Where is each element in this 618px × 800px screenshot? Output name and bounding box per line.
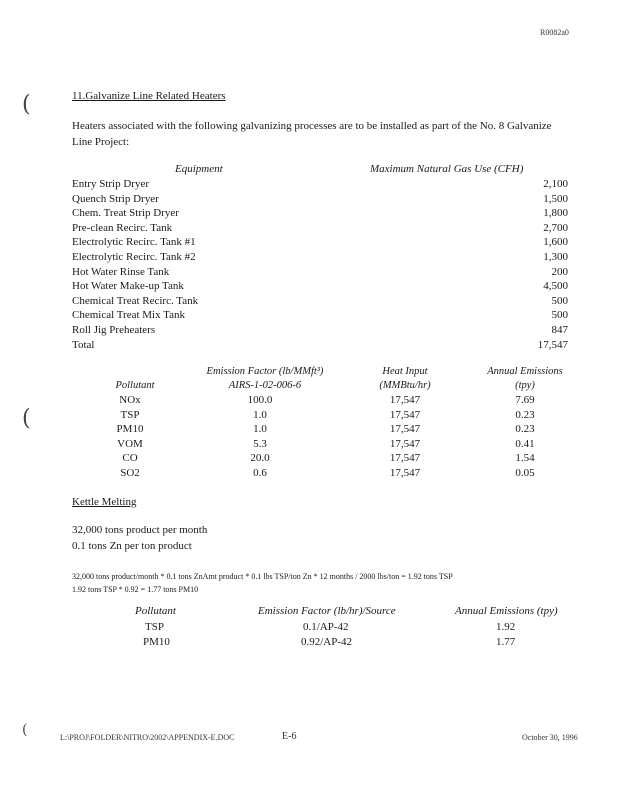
emission-row xyxy=(100,423,570,438)
equipment-row xyxy=(72,222,568,237)
factor-cell: 0.6 xyxy=(253,466,267,479)
annual-cell: 7.69 xyxy=(515,394,535,406)
emission-factor-header-line2: AIRS-1-02-006-6 xyxy=(228,380,302,391)
section-title: 11.Galvanize Line Related Heaters xyxy=(72,90,226,102)
equipment-row xyxy=(72,295,568,310)
pollutant-cell: TSP xyxy=(120,408,140,421)
input-cell: 17,547 xyxy=(389,394,421,406)
equipment-value: 1,500 xyxy=(543,192,568,205)
equipment-name: Entry Strip Dryer xyxy=(72,178,149,190)
footer-date: October 30, 1996 xyxy=(522,733,578,742)
input-cell: 17,547 xyxy=(389,408,421,421)
equipment-name: Chemical Treat Mix Tank xyxy=(72,309,185,322)
kettle-annual-cell: 1.92 xyxy=(496,621,516,633)
equipment-row xyxy=(72,207,568,222)
margin-bracket-mark: ( xyxy=(22,92,31,117)
kettle-calculation xyxy=(72,570,562,596)
annual-cell: 0.05 xyxy=(515,466,535,479)
equipment-value: 4,500 xyxy=(543,280,568,293)
heat-input-header-line1: Heat Input xyxy=(382,366,428,377)
pollutant-cell: PM10 xyxy=(116,423,144,435)
kettle-annual-header: Annual Emissions (tpy) xyxy=(455,605,558,617)
equipment-row xyxy=(72,236,568,251)
annual-cell: 0.41 xyxy=(515,437,535,450)
factor-cell: 20.0 xyxy=(250,452,270,464)
factor-cell: 1.0 xyxy=(253,423,267,435)
kettle-annual-cell: 1.77 xyxy=(496,636,516,648)
equipment-column-header: Equipment xyxy=(175,163,223,175)
annual-cell: 0.23 xyxy=(515,408,535,421)
emission-factor-header-line1: Emission Factor (lb/MMft³) xyxy=(206,366,324,377)
equipment-row xyxy=(72,280,568,295)
total-value: 17,547 xyxy=(537,338,568,351)
input-cell: 17,547 xyxy=(389,423,421,435)
kettle-factor-header: Emission Factor (lb/hr)/Source xyxy=(258,605,396,617)
equipment-value: 1,800 xyxy=(543,207,568,220)
equipment-value: 2,100 xyxy=(543,178,568,190)
equipment-value: 200 xyxy=(551,265,568,278)
kettle-line-1: 32,000 tons product per month xyxy=(72,524,208,536)
equipment-value: 847 xyxy=(551,324,568,336)
max-gas-column-header: Maximum Natural Gas Use (CFH) xyxy=(370,163,524,175)
kettle-line-2: 0.1 tons Zn per ton product xyxy=(72,540,192,552)
kettle-melting-title: Kettle Melting xyxy=(72,496,137,508)
footer-page-number: E-6 xyxy=(282,731,297,742)
equipment-name: Roll Jig Preheaters xyxy=(72,324,156,336)
annual-emissions-header-line2: (tpy) xyxy=(515,380,535,391)
pollutant-cell: SO2 xyxy=(120,466,140,479)
pollutant-header: Pollutant xyxy=(115,380,155,391)
factor-cell: 100.0 xyxy=(247,394,273,406)
kettle-row xyxy=(0,621,618,635)
equipment-row xyxy=(72,193,568,208)
equipment-value: 500 xyxy=(551,294,568,307)
pollutant-cell: NOx xyxy=(119,394,141,406)
equipment-row xyxy=(72,324,568,339)
calc-line-1: 32,000 tons product/month * 0.1 tons ZnAmt product * 0.1 lbs TSP/ton Zn * 12 months / 2000 lbs/ton = 1.92 tons TSP xyxy=(72,572,453,581)
document-id: R0082a0 xyxy=(540,28,569,37)
emission-row xyxy=(100,452,570,467)
equipment-row xyxy=(72,309,568,324)
equipment-name: Hot Water Rinse Tank xyxy=(72,265,170,278)
equipment-total-row xyxy=(72,339,568,354)
equipment-name: Electrolytic Recirc. Tank #2 xyxy=(72,251,196,263)
footer-file-path: L:\PROJ\FOLDER\NITRO\2002\APPENDIX-E.DOC xyxy=(60,733,235,742)
heat-input-header xyxy=(365,365,445,393)
emission-factor-header xyxy=(185,365,345,393)
equipment-value: 2,700 xyxy=(543,221,568,234)
total-label: Total xyxy=(72,338,95,351)
equipment-name: Electrolytic Recirc. Tank #1 xyxy=(72,236,196,249)
kettle-row xyxy=(0,636,618,650)
pollutant-cell: VOM xyxy=(117,437,143,450)
kettle-factor-cell: 0.92/AP-42 xyxy=(301,636,353,648)
input-cell: 17,547 xyxy=(389,452,421,464)
calc-line-2: 1.92 tons TSP * 0.92 = 1.77 tons PM10 xyxy=(72,585,199,594)
factor-cell: 5.3 xyxy=(253,437,267,450)
emission-row xyxy=(100,409,570,424)
input-cell: 17,547 xyxy=(389,466,421,479)
annual-emissions-header-line1: Annual Emissions xyxy=(487,366,563,377)
equipment-name: Quench Strip Dryer xyxy=(72,192,159,205)
annual-emissions-header xyxy=(470,365,580,393)
intro-paragraph: Heaters associated with the following galvanizing processes are to be installed as part of the No. 8 Galvanize Line Project: xyxy=(72,120,552,148)
pollutant-cell: CO xyxy=(122,452,138,464)
equipment-value: 1,300 xyxy=(543,251,568,263)
kettle-pollutant-header: Pollutant xyxy=(135,605,176,617)
emission-row xyxy=(100,438,570,453)
equipment-value: 500 xyxy=(551,309,568,322)
emission-row xyxy=(100,394,570,409)
heat-input-header-line2: (MMBtu/hr) xyxy=(379,380,431,391)
margin-bracket-mark: ( xyxy=(22,722,28,738)
equipment-name: Chem. Treat Strip Dryer xyxy=(72,207,179,220)
equipment-name: Chemical Treat Recirc. Tank xyxy=(72,294,199,307)
emission-row xyxy=(100,467,570,482)
annual-cell: 1.54 xyxy=(515,452,535,464)
kettle-pollutant-cell: TSP xyxy=(145,621,164,633)
input-cell: 17,547 xyxy=(389,437,421,450)
equipment-value: 1,600 xyxy=(543,236,568,249)
margin-bracket-mark: ( xyxy=(22,406,31,431)
factor-cell: 1.0 xyxy=(253,408,267,421)
equipment-row xyxy=(72,178,568,193)
kettle-pollutant-cell: PM10 xyxy=(143,636,170,648)
equipment-row xyxy=(72,266,568,281)
equipment-name: Pre-clean Recirc. Tank xyxy=(72,221,173,234)
kettle-factor-cell: 0.1/AP-42 xyxy=(303,621,349,633)
equipment-name: Hot Water Make-up Tank xyxy=(72,280,184,293)
equipment-row xyxy=(72,251,568,266)
annual-cell: 0.23 xyxy=(515,423,535,435)
